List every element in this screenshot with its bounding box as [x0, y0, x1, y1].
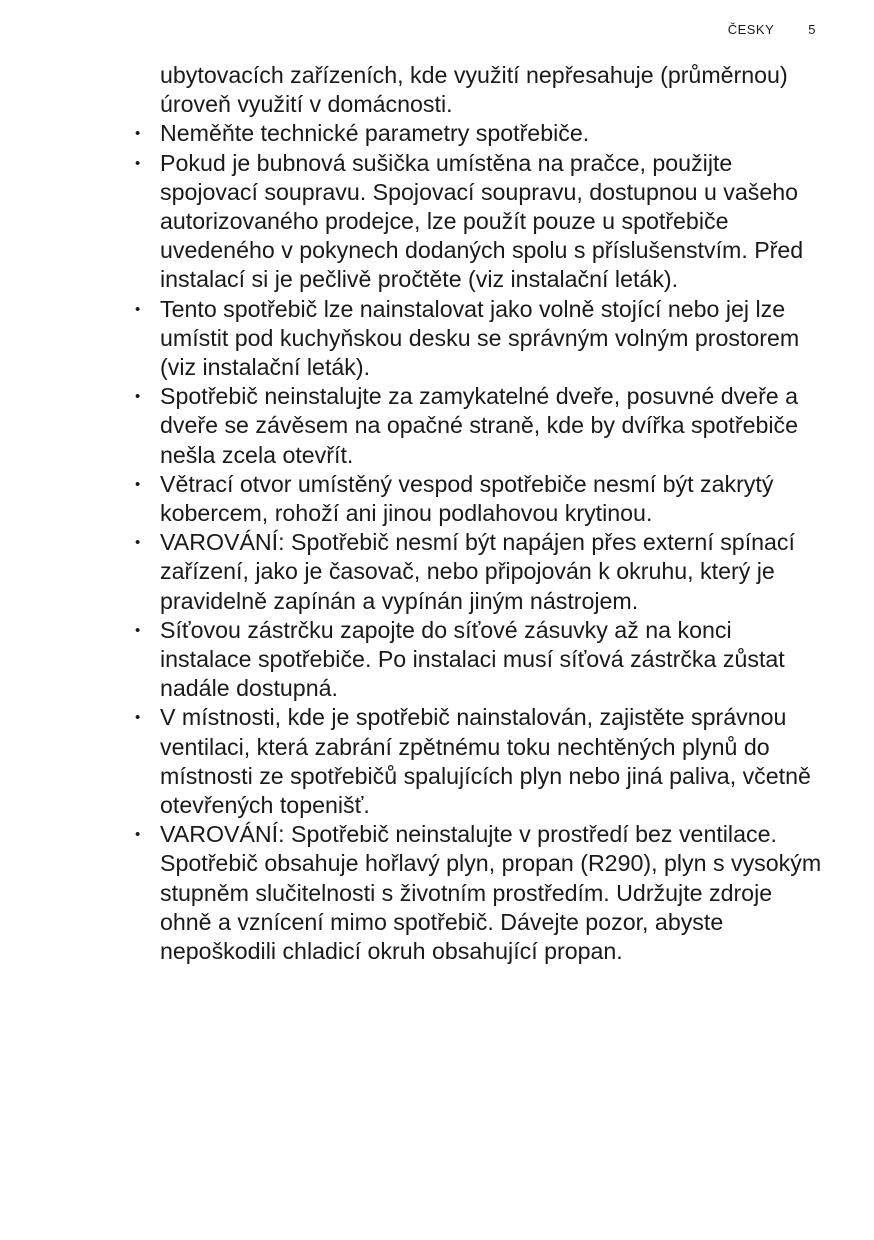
list-item: • Síťovou zástrčku zapojte do síťové zásuvky až na konci instalace spotřebiče. Po instalaci musí síťová zástrčka zůstat nadále dostupná. — [160, 616, 828, 704]
safety-bullet-list — [160, 119, 828, 849]
list-item: • VAROVÁNÍ: Spotřebič nesmí být napájen přes externí spínací zařízení, jako je časovač, nebo připojován k okruhu, který je pravidelně zapínán a vypínán jiným nástrojem. — [160, 528, 828, 616]
page-number: 5 — [808, 22, 816, 37]
list-item: • Spotřebič neinstalujte za zamykatelné dveře, posuvné dveře a dveře se závěsem na opačné straně, kde by dvířka spotřebiče nešla zcela otevřít. — [160, 382, 828, 470]
intro-paragraph: ubytovacích zařízeních, kde využití nepřesahuje (průměrnou) úroveň využití v domácnosti. — [160, 62, 788, 118]
list-item: • Tento spotřebič lze nainstalovat jako volně stojící nebo jej lze umístit pod kuchyňskou desku se správným volným prostorem (viz instalační leták). — [160, 295, 828, 383]
list-item: • Pokud je bubnová sušička umístěna na pračce, použijte spojovací soupravu. Spojovací soupravu, dostupnou u vašeho autorizovaného prodejce, lze použít pouze u spotřebiče uvedeného v pokynech dodaných spolu s příslušenstvím. Před instalací si je pečlivě pročtěte (viz instalační leták). — [160, 149, 828, 295]
list-item: • Větrací otvor umístěný vespod spotřebiče nesmí být zakrytý kobercem, rohoží ani jinou podlahovou krytinou. — [160, 470, 828, 528]
list-item: • V místnosti, kde je spotřebič nainstalován, zajistěte správnou ventilaci, která zabrání zpětnému toku nechtěných plynů do místnosti ze spotřebičů spalujících plyn nebo jiná paliva, včetně otevřených topenišť. — [160, 703, 828, 820]
page-content — [160, 61, 828, 966]
closing-paragraph: Spotřebič obsahuje hořlavý plyn, propan (R290), plyn s vysokým stupněm slučitelnosti s životním prostředím. Udržujte zdroje ohně a vznícení mimo spotřebič. Dávejte pozor, abyste nepoškodili chladicí okruh obsahující propan. — [160, 850, 822, 965]
list-item: • Neměňte technické parametry spotřebiče. — [160, 119, 828, 148]
list-item: • VAROVÁNÍ: Spotřebič neinstalujte v prostředí bez ventilace. — [160, 820, 828, 849]
language-label: ČESKY — [727, 22, 775, 37]
page-header — [728, 22, 816, 37]
